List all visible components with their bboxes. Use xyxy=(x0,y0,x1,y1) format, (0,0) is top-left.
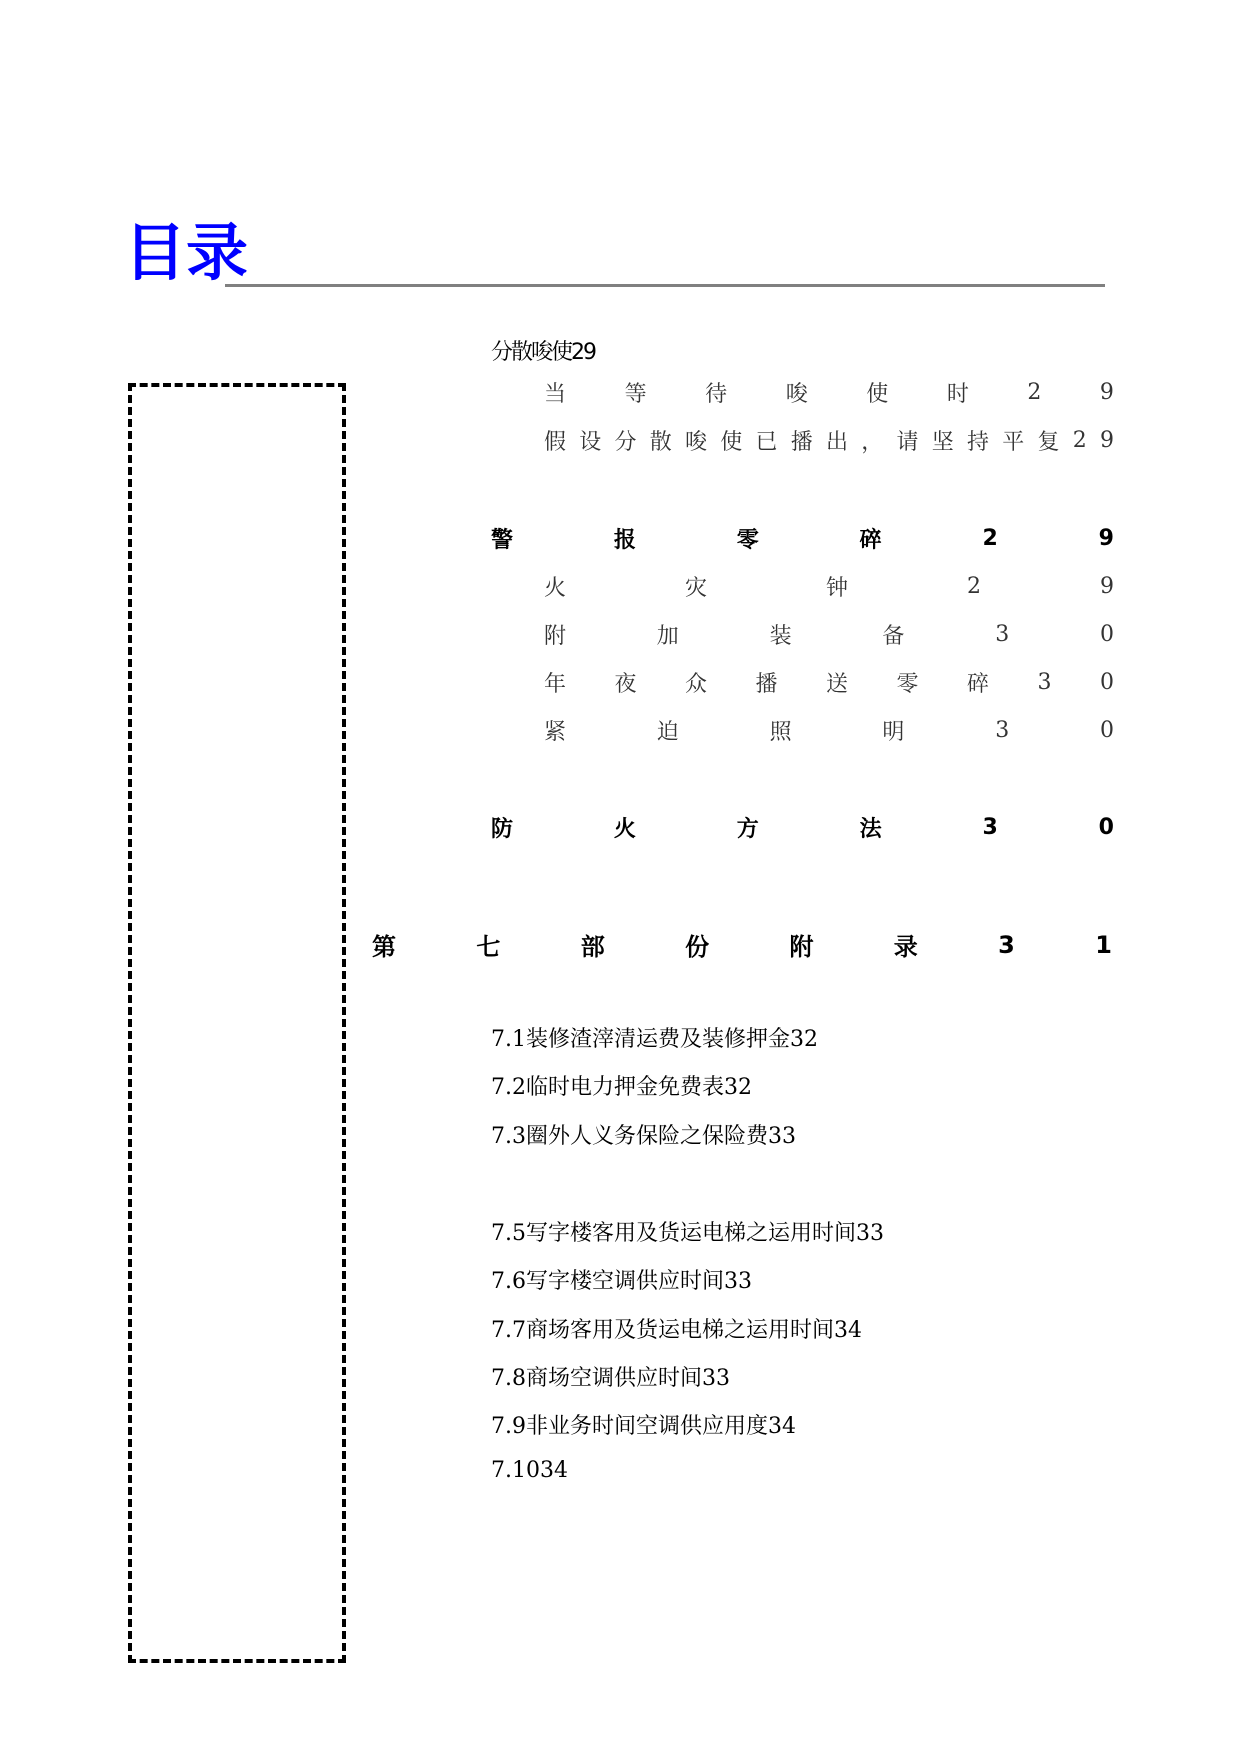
sidebar-dashed-box xyxy=(128,383,346,1663)
toc-entry[interactable]: 7.6写字楼空调供应时间33 xyxy=(491,1269,752,1294)
toc-heading-part7-appendix[interactable]: 第 七 部 份 附 录 3 1 xyxy=(372,930,1112,961)
toc-entry[interactable]: 7.2临时电力押金免费表32 xyxy=(491,1075,752,1100)
toc-entry[interactable]: 7.5写字楼客用及货运电梯之运用时间33 xyxy=(491,1221,884,1246)
toc-entry[interactable]: 附 加 装 备 3 0 xyxy=(544,622,1114,649)
toc-heading-fire-prevention[interactable]: 防 火 方 法 3 0 xyxy=(491,815,1114,842)
toc-entry[interactable]: 紧 迫 照 明 3 0 xyxy=(544,718,1114,745)
toc-entry[interactable]: 7.1装修渣滓清运费及装修押金32 xyxy=(491,1027,818,1052)
title-divider xyxy=(225,284,1105,287)
toc-entry[interactable]: 7.3圈外人义务保险之保险费33 xyxy=(491,1124,796,1149)
toc-entry[interactable]: 火 灾 钟 2 9 xyxy=(544,574,1114,601)
toc-entry[interactable]: 7.7商场客用及货运电梯之运用时间34 xyxy=(491,1318,862,1343)
page-title: 目录 xyxy=(124,216,249,289)
toc-entry[interactable]: 假 设 分 散 唆 使 已 播 出 ， 请 坚 持 平 复 2 9 xyxy=(544,428,1114,455)
toc-heading-alarm[interactable]: 警 报 零 碎 2 9 xyxy=(491,526,1114,553)
toc-entry[interactable]: 7.9非业务时间空调供应用度34 xyxy=(491,1414,796,1439)
toc-entry[interactable]: 7.1034 xyxy=(491,1458,568,1483)
toc-entry[interactable]: 7.8商场空调供应时间33 xyxy=(491,1366,730,1391)
toc-entry[interactable]: 当 等 待 唆 使 时 2 9 xyxy=(544,380,1114,407)
toc-heading-dispersal: 分散唆使29 xyxy=(491,340,595,365)
toc-entry[interactable]: 年 夜 众 播 送 零 碎 3 0 xyxy=(544,670,1114,697)
